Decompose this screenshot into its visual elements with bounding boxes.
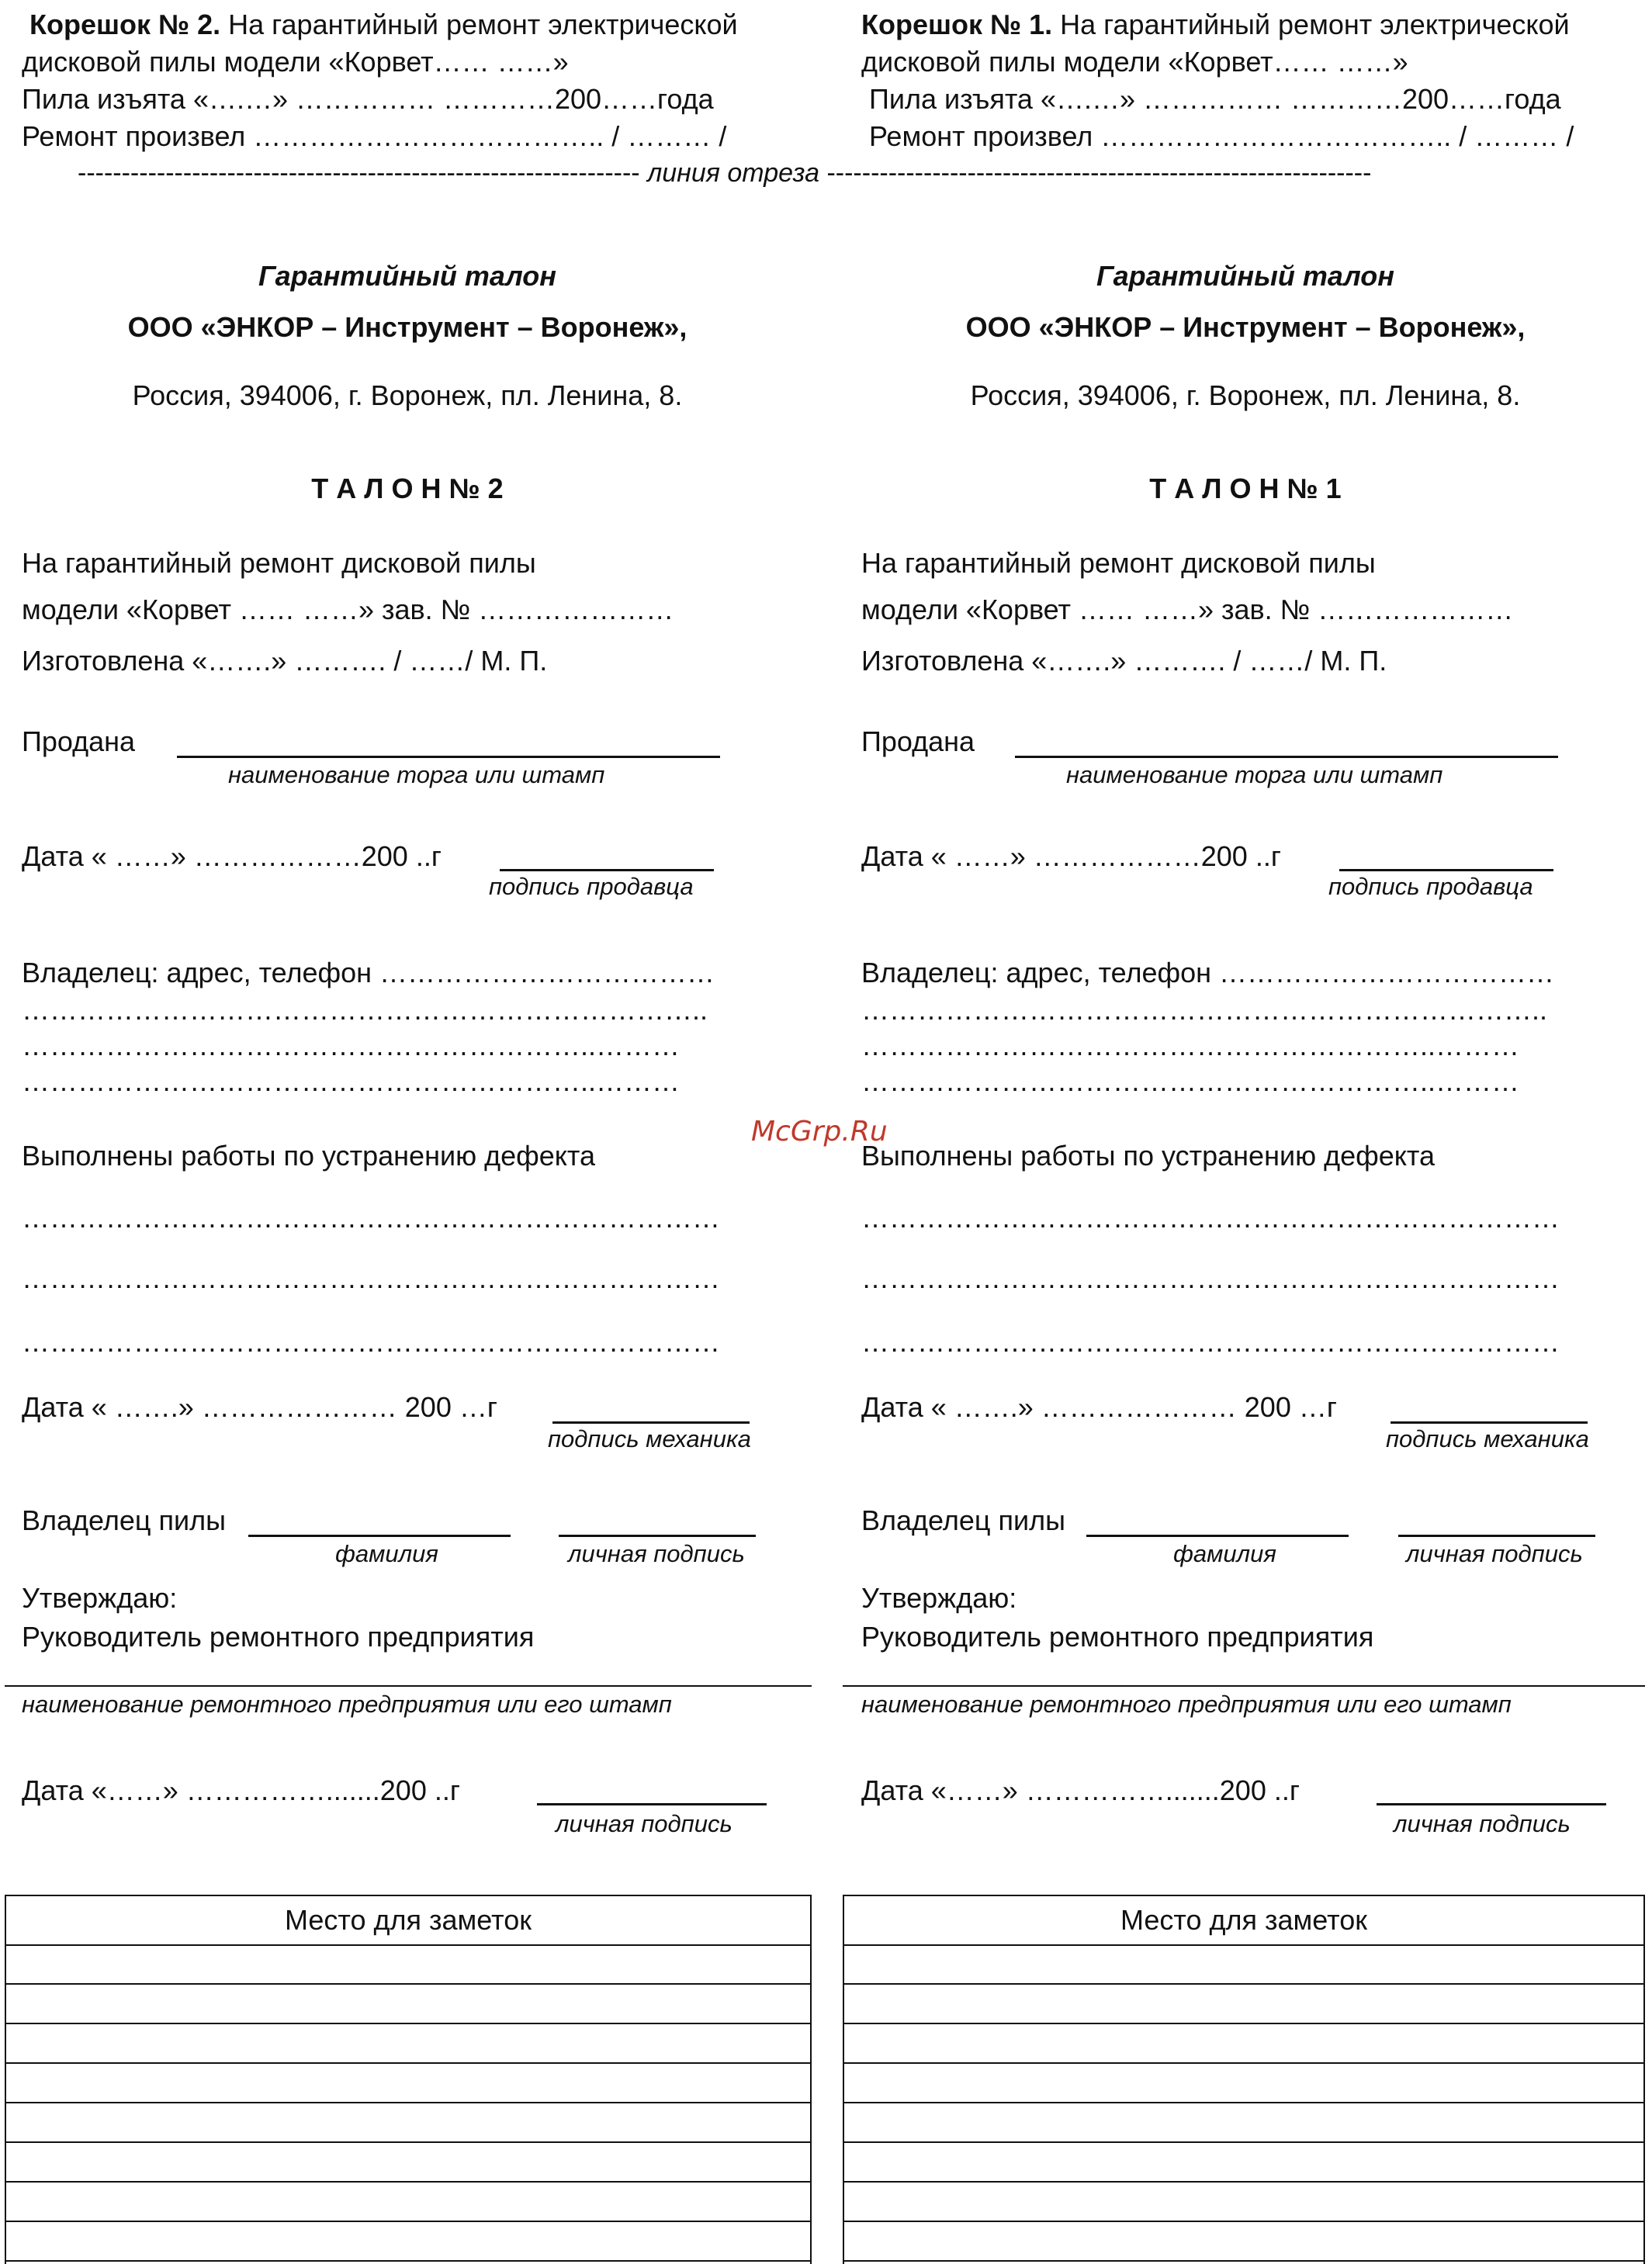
head-line: Руководитель ремонтного предприятия	[22, 1621, 535, 1653]
notes-line[interactable]	[844, 1985, 1643, 2024]
notes-line[interactable]	[6, 2103, 810, 2143]
owner-line: Владелец: адрес, телефон ………………………………	[22, 957, 715, 988]
mechanic-caption: подпись механика	[548, 1425, 751, 1452]
repair-date: Дата « …….» ………………… 200 …г	[861, 1391, 1337, 1423]
stub-line-3: Пила изъята «….…» …………… …………200……года	[22, 83, 714, 115]
mechanic-caption: подпись механика	[1386, 1425, 1589, 1452]
approve-label: Утверждаю:	[22, 1582, 178, 1614]
stub-line-2: дисковой пилы модели «Корвет…… ……»	[22, 46, 569, 78]
personal-signature-line	[559, 1535, 756, 1537]
notes-line[interactable]	[6, 2024, 810, 2064]
notes-line[interactable]	[6, 1946, 810, 1985]
notes-header: Место для заметок	[844, 1896, 1643, 1946]
works-dots-2: …………………………………………………………………	[861, 1262, 1560, 1294]
owner-dots-1: ………………………………………………………………..	[22, 994, 708, 1026]
company-address: Россия, 394006, г. Воронеж, пл. Ленина, 8.	[132, 379, 683, 411]
notes-box	[5, 1895, 812, 2264]
seller-caption: подпись продавца	[489, 873, 694, 900]
notes-line[interactable]	[844, 2183, 1643, 2222]
notes-line[interactable]	[6, 2183, 810, 2222]
cut-line-label: линия отреза	[639, 158, 827, 188]
coupon-number: Т А Л О Н № 2	[311, 473, 504, 504]
owner-dots-2: ……………………………………………………..………	[861, 1030, 1520, 1061]
surname-caption: фамилия	[335, 1540, 438, 1567]
sold-caption: наименование торга или штамп	[1066, 761, 1443, 788]
saw-owner-label: Владелец пилы	[22, 1504, 227, 1536]
company-name: ООО «ЭНКОР – Инструмент – Воронеж»,	[127, 311, 687, 343]
repair-line: На гарантийный ремонт дисковой пилы	[22, 547, 536, 579]
seller-caption: подпись продавца	[1328, 873, 1533, 900]
sold-underline	[1015, 756, 1558, 758]
seller-signature-line	[1339, 869, 1553, 871]
works-dots-2: …………………………………………………………………	[22, 1262, 720, 1294]
surname-line	[248, 1535, 511, 1537]
repair-line: На гарантийный ремонт дисковой пилы	[861, 547, 1376, 579]
works-label: Выполнены работы по устранению дефекта	[861, 1140, 1436, 1172]
sale-date: Дата « ……» ………………200 ..г	[861, 840, 1281, 872]
stub-line-4: Ремонт произвел ……………………………….. / ……… /	[22, 120, 727, 152]
stub-line-3: Пила изъята «….…» …………… …………200……года	[869, 83, 1561, 115]
personal-caption-2: личная подпись	[556, 1810, 732, 1837]
stub-label: Корешок № 2.	[29, 9, 221, 40]
owner-dots-1: ………………………………………………………………..	[861, 994, 1548, 1026]
enterprise-caption: наименование ремонтного предприятия или его штамп	[861, 1691, 1512, 1718]
notes-line[interactable]	[844, 2024, 1643, 2064]
works-dots-3: …………………………………………………………………	[22, 1326, 720, 1358]
company-name: ООО «ЭНКОР – Инструмент – Воронеж»,	[965, 311, 1526, 343]
stub-line-2: дисковой пилы модели «Корвет…… ……»	[861, 46, 1408, 78]
personal-caption: личная подпись	[1406, 1540, 1583, 1567]
approval-date: Дата «……» …………….......200 ..г	[22, 1774, 460, 1806]
watermark: McGrp.Ru	[751, 1116, 888, 1148]
notes-line[interactable]	[844, 2143, 1643, 2183]
coupon-heading: Гарантийный талон	[258, 260, 556, 292]
coupon-heading: Гарантийный талон	[1096, 260, 1394, 292]
saw-owner-label: Владелец пилы	[861, 1504, 1066, 1536]
works-dots-1: …………………………………………………………………	[861, 1202, 1560, 1234]
owner-dots-3: ……………………………………………………..………	[861, 1065, 1520, 1097]
approval-signature-line	[537, 1803, 767, 1805]
mechanic-signature-line	[1391, 1421, 1588, 1424]
notes-line[interactable]	[844, 2222, 1643, 2262]
surname-line	[1086, 1535, 1349, 1537]
notes-line[interactable]	[6, 2222, 810, 2262]
stub-line-1: Корешок № 1. На гарантийный ремонт электрической	[861, 9, 1570, 40]
personal-caption: личная подпись	[568, 1540, 745, 1567]
notes-header: Место для заметок	[6, 1896, 810, 1946]
enterprise-line	[5, 1685, 812, 1687]
owner-line: Владелец: адрес, телефон ………………………………	[861, 957, 1555, 988]
notes-box	[843, 1895, 1645, 2264]
notes-line[interactable]	[6, 1985, 810, 2024]
notes-line[interactable]	[844, 2103, 1643, 2143]
stub-line-1: Корешок № 2. На гарантийный ремонт электрической	[29, 9, 738, 40]
sale-date: Дата « ……» ………………200 ..г	[22, 840, 442, 872]
enterprise-line	[843, 1685, 1645, 1687]
made-line: Изготовлена «…….» ………. / ……/ М. П.	[22, 645, 548, 677]
head-line: Руководитель ремонтного предприятия	[861, 1621, 1374, 1653]
stub-line-4: Ремонт произвел ……………………………….. / ……… /	[869, 120, 1574, 152]
enterprise-caption: наименование ремонтного предприятия или его штамп	[22, 1691, 672, 1718]
sold-caption: наименование торга или штамп	[228, 761, 605, 788]
sold-label: Продана	[22, 725, 136, 757]
model-line: модели «Корвет …… ……» зав. № …………………	[22, 594, 674, 625]
seller-signature-line	[500, 869, 714, 871]
notes-line[interactable]	[844, 2064, 1643, 2103]
cut-line: ---------------------------------------------------------------- линия отреза --------------------------------------------------------------	[78, 158, 1372, 188]
notes-line[interactable]	[6, 2064, 810, 2103]
sold-underline	[177, 756, 720, 758]
surname-caption: фамилия	[1173, 1540, 1276, 1567]
made-line: Изготовлена «…….» ………. / ……/ М. П.	[861, 645, 1387, 677]
owner-dots-3: ……………………………………………………..………	[22, 1065, 681, 1097]
repair-date: Дата « …….» ………………… 200 …г	[22, 1391, 497, 1423]
notes-line[interactable]	[6, 2143, 810, 2183]
notes-line[interactable]	[844, 1946, 1643, 1985]
approve-label: Утверждаю:	[861, 1582, 1017, 1614]
owner-dots-2: ……………………………………………………..………	[22, 1030, 681, 1061]
stub-label: Корешок № 1.	[861, 9, 1053, 40]
works-label: Выполнены работы по устранению дефекта	[22, 1140, 596, 1172]
company-address: Россия, 394006, г. Воронеж, пл. Ленина, 8.	[970, 379, 1521, 411]
mechanic-signature-line	[552, 1421, 750, 1424]
approval-signature-line	[1377, 1803, 1606, 1805]
sold-label: Продана	[861, 725, 975, 757]
personal-signature-line	[1398, 1535, 1595, 1537]
personal-caption-2: личная подпись	[1394, 1810, 1571, 1837]
coupon-number: Т А Л О Н № 1	[1149, 473, 1342, 504]
works-dots-3: …………………………………………………………………	[861, 1326, 1560, 1358]
model-line: модели «Корвет …… ……» зав. № …………………	[861, 594, 1514, 625]
approval-date: Дата «……» …………….......200 ..г	[861, 1774, 1300, 1806]
works-dots-1: …………………………………………………………………	[22, 1202, 720, 1234]
